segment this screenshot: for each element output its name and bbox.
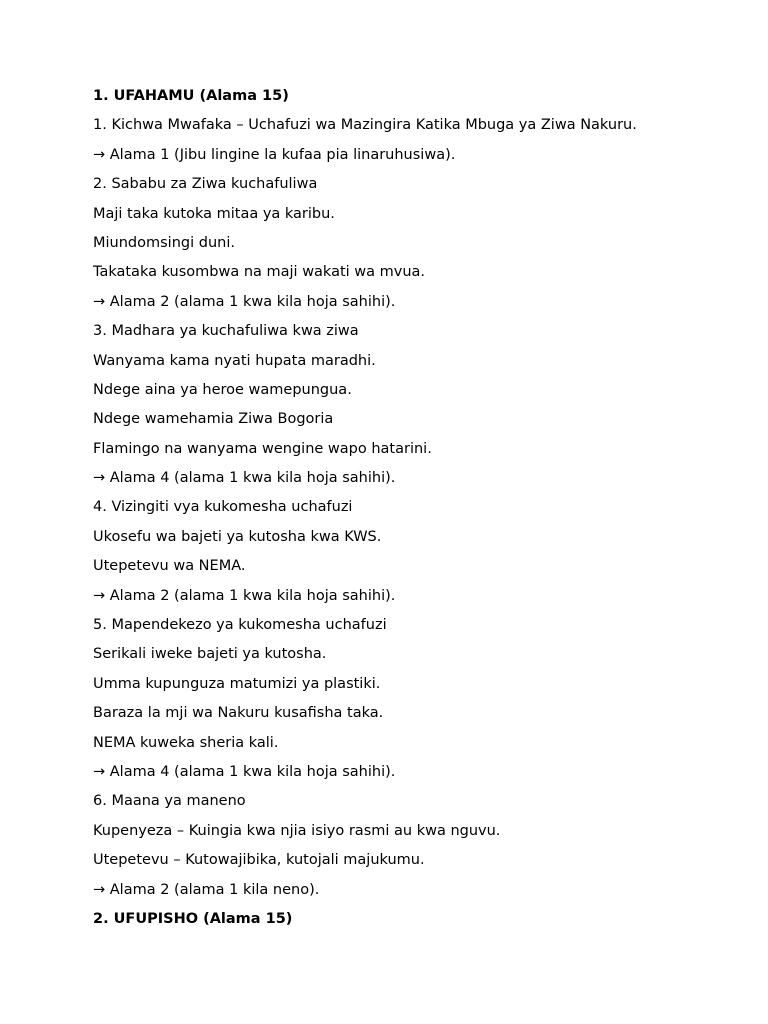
answer-line: Kupenyeza – Kuingia kwa njia isiyo rasmi au kwa nguvu. <box>93 822 501 839</box>
answer-line: NEMA kuweka sheria kali. <box>93 734 279 751</box>
section-heading: 2. UFUPISHO (Alama 15) <box>93 910 293 927</box>
answer-line: Wanyama kama nyati hupata maradhi. <box>93 352 376 369</box>
answer-line: Utepetevu wa NEMA. <box>93 558 246 575</box>
question-title: 6. Maana ya maneno <box>93 793 246 810</box>
answer-line: Utepetevu – Kutowajibika, kutojali majukumu. <box>93 852 425 869</box>
answer-line: Flamingo na wanyama wengine wapo hatarini. <box>93 440 432 457</box>
answer-line: Baraza la mji wa Nakuru kusafisha taka. <box>93 705 384 722</box>
question-title: 3. Madhara ya kuchafuliwa kwa ziwa <box>93 323 359 340</box>
answer-line: Maji taka kutoka mitaa ya karibu. <box>93 205 335 222</box>
marks-note: → Alama 1 (Jibu lingine la kufaa pia linaruhusiwa). <box>93 146 456 163</box>
answer-line: Takataka kusombwa na maji wakati wa mvua. <box>93 264 426 281</box>
answer-line: Umma kupunguza matumizi ya plastiki. <box>93 675 381 692</box>
document-page <box>93 85 733 937</box>
answer-line: Miundomsingi duni. <box>93 234 235 251</box>
marks-note: → Alama 2 (alama 1 kila neno). <box>93 881 320 898</box>
question-title: 1. Kichwa Mwafaka – Uchafuzi wa Mazingira Katika Mbuga ya Ziwa Nakuru. <box>93 117 637 134</box>
question-title: 2. Sababu za Ziwa kuchafuliwa <box>93 176 318 193</box>
marks-note: → Alama 4 (alama 1 kwa kila hoja sahihi). <box>93 470 396 487</box>
marks-note: → Alama 4 (alama 1 kwa kila hoja sahihi). <box>93 763 396 780</box>
answer-line: Ndege wamehamia Ziwa Bogoria <box>93 411 334 428</box>
section-heading: 1. UFAHAMU (Alama 15) <box>93 88 289 104</box>
answer-line: Ndege aina ya heroe wamepungua. <box>93 381 352 398</box>
answer-line: Serikali iweke bajeti ya kutosha. <box>93 646 327 663</box>
question-title: 4. Vizingiti vya kukomesha uchafuzi <box>93 499 353 516</box>
marks-note: → Alama 2 (alama 1 kwa kila hoja sahihi). <box>93 587 396 604</box>
answer-line: Ukosefu wa bajeti ya kutosha kwa KWS. <box>93 528 382 545</box>
marks-note: → Alama 2 (alama 1 kwa kila hoja sahihi). <box>93 293 396 310</box>
question-title: 5. Mapendekezo ya kukomesha uchafuzi <box>93 617 387 634</box>
